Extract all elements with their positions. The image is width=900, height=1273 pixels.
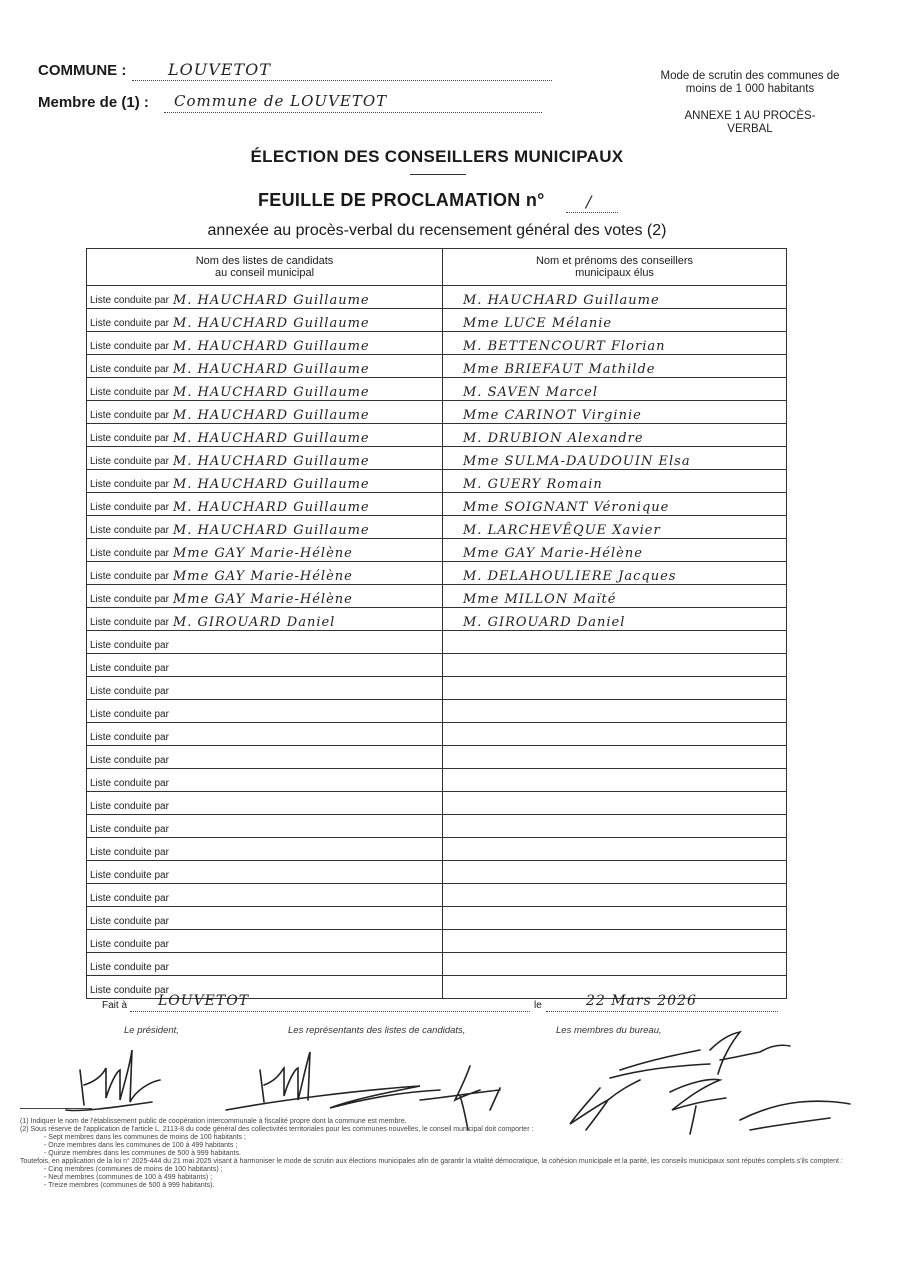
commune-value: LOUVETOT bbox=[168, 60, 271, 79]
row-prefix-label: Liste conduite par bbox=[90, 824, 169, 835]
table-row bbox=[87, 700, 787, 723]
table-row bbox=[87, 884, 787, 907]
row-prefix-label: Liste conduite par bbox=[90, 870, 169, 881]
col-header-elus: Nom et prénoms des conseillers municipaux élus bbox=[443, 249, 787, 286]
elected-member-name bbox=[443, 654, 786, 676]
elected-member-cell[interactable] bbox=[443, 723, 787, 746]
list-leader-cell[interactable] bbox=[87, 861, 443, 884]
footnote-line: - Sept membres dans les communes de moins de 100 habitants ; bbox=[44, 1134, 246, 1141]
list-leader-cell[interactable] bbox=[87, 723, 443, 746]
table-row bbox=[87, 470, 787, 493]
row-prefix-label: Liste conduite par bbox=[90, 916, 169, 927]
table-row bbox=[87, 769, 787, 792]
list-leader-cell[interactable] bbox=[87, 792, 443, 815]
elected-member-cell[interactable] bbox=[443, 907, 787, 930]
row-prefix-label: Liste conduite par bbox=[90, 663, 169, 674]
table-row bbox=[87, 562, 787, 585]
table-row bbox=[87, 309, 787, 332]
row-prefix-label: Liste conduite par bbox=[90, 801, 169, 812]
row-prefix-label: Liste conduite par bbox=[90, 594, 169, 605]
list-leader-cell[interactable] bbox=[87, 378, 443, 401]
elected-member-name: M. DELAHOULIERE Jacques bbox=[463, 569, 677, 584]
elected-member-name: Mme SOIGNANT Véronique bbox=[463, 500, 670, 515]
elected-member-cell[interactable] bbox=[443, 884, 787, 907]
row-prefix-label: Liste conduite par bbox=[90, 617, 169, 628]
row-prefix-label: Liste conduite par bbox=[90, 709, 169, 720]
list-leader-cell[interactable] bbox=[87, 355, 443, 378]
list-leader-cell[interactable] bbox=[87, 309, 443, 332]
list-leader-name: M. HAUCHARD Guillaume bbox=[172, 385, 370, 400]
membre-label: Membre de (1) : bbox=[38, 94, 149, 111]
row-prefix-label: Liste conduite par bbox=[90, 640, 169, 651]
list-leader-cell[interactable] bbox=[87, 700, 443, 723]
table-row bbox=[87, 838, 787, 861]
le-label: le bbox=[534, 1000, 542, 1011]
list-leader-cell[interactable] bbox=[87, 539, 443, 562]
list-leader-cell[interactable] bbox=[87, 976, 443, 999]
list-leader-name: M. HAUCHARD Guillaume bbox=[172, 339, 370, 354]
row-prefix-label: Liste conduite par bbox=[90, 939, 169, 950]
list-leader-cell[interactable] bbox=[87, 286, 443, 309]
row-prefix-label: Liste conduite par bbox=[90, 571, 169, 582]
elected-member-name bbox=[443, 723, 786, 745]
list-leader-name: M. HAUCHARD Guillaume bbox=[172, 523, 370, 538]
list-leader-cell[interactable] bbox=[87, 516, 443, 539]
table-row bbox=[87, 516, 787, 539]
elected-member-name bbox=[443, 677, 786, 699]
elected-member-cell[interactable] bbox=[443, 815, 787, 838]
feuille-number: / bbox=[586, 192, 593, 211]
footnote-rule bbox=[20, 1108, 92, 1109]
row-prefix-label: Liste conduite par bbox=[90, 778, 169, 789]
fait-field[interactable] bbox=[130, 993, 530, 1012]
elected-member-cell[interactable] bbox=[443, 746, 787, 769]
elected-member-cell[interactable] bbox=[443, 493, 787, 516]
mode-scrutin-note: Mode de scrutin des communes de moins de 1 000 habitants bbox=[660, 70, 840, 95]
title-rule bbox=[410, 174, 466, 175]
elected-member-cell[interactable] bbox=[443, 631, 787, 654]
list-leader-cell[interactable] bbox=[87, 447, 443, 470]
membre-field[interactable] bbox=[164, 92, 542, 113]
row-prefix-label: Liste conduite par bbox=[90, 341, 169, 352]
row-prefix-label: Liste conduite par bbox=[90, 732, 169, 743]
list-leader-name: M. HAUCHARD Guillaume bbox=[172, 293, 370, 308]
list-leader-cell[interactable] bbox=[87, 907, 443, 930]
elected-member-cell[interactable] bbox=[443, 792, 787, 815]
table-row bbox=[87, 332, 787, 355]
list-leader-cell[interactable] bbox=[87, 815, 443, 838]
table-row bbox=[87, 493, 787, 516]
membre-value: Commune de LOUVETOT bbox=[174, 92, 388, 110]
table-row bbox=[87, 401, 787, 424]
elected-member-name bbox=[443, 930, 786, 952]
table-row bbox=[87, 608, 787, 631]
list-leader-name: M. HAUCHARD Guillaume bbox=[172, 454, 370, 469]
col-header-listes: Nom des listes de candidats au conseil municipal bbox=[87, 249, 443, 286]
list-leader-name: M. HAUCHARD Guillaume bbox=[172, 477, 370, 492]
elected-member-name: M. LARCHEVÊQUE Xavier bbox=[463, 523, 661, 538]
list-leader-cell[interactable] bbox=[87, 838, 443, 861]
footnote-line: - Treize membres (communes de 500 à 999 habitants). bbox=[44, 1182, 215, 1189]
row-prefix-label: Liste conduite par bbox=[90, 295, 169, 306]
row-prefix-label: Liste conduite par bbox=[90, 548, 169, 559]
row-prefix-label: Liste conduite par bbox=[90, 433, 169, 444]
table-row bbox=[87, 355, 787, 378]
table-row bbox=[87, 930, 787, 953]
list-leader-cell[interactable] bbox=[87, 562, 443, 585]
table-row bbox=[87, 286, 787, 309]
list-leader-cell[interactable] bbox=[87, 631, 443, 654]
row-prefix-label: Liste conduite par bbox=[90, 525, 169, 536]
fait-label: Fait à bbox=[102, 1000, 128, 1011]
elected-member-name bbox=[443, 792, 786, 814]
footnote-line: Toutefois, en application de la loi n° 2025-444 du 21 mai 2025 visant à harmoniser le mode de scrutin aux élections municipales afin de garantir la vitalité démocratique, la cohésion municipale et la parité, les conseils municipaux sont réputés complets s'ils comptent : bbox=[20, 1158, 843, 1165]
elected-member-cell[interactable] bbox=[443, 861, 787, 884]
row-prefix-label: Liste conduite par bbox=[90, 502, 169, 513]
elected-member-cell[interactable] bbox=[443, 378, 787, 401]
elected-member-cell[interactable] bbox=[443, 769, 787, 792]
footnote-line: - Cinq membres (communes de moins de 100 habitants) ; bbox=[44, 1166, 223, 1173]
signature-president bbox=[66, 1050, 160, 1111]
table-row bbox=[87, 378, 787, 401]
feuille-title: FEUILLE DE PROCLAMATION n° bbox=[258, 190, 545, 210]
commune-label: COMMUNE : bbox=[38, 62, 127, 79]
row-prefix-label: Liste conduite par bbox=[90, 456, 169, 467]
elected-member-name: Mme CARINOT Virginie bbox=[463, 408, 642, 423]
row-prefix-label: Liste conduite par bbox=[90, 985, 169, 996]
list-leader-name: M. HAUCHARD Guillaume bbox=[172, 362, 370, 377]
table-header-row bbox=[87, 249, 787, 286]
list-leader-cell[interactable] bbox=[87, 608, 443, 631]
footnote-line: - Quinze membres dans les communes de 500 à 999 habitants. bbox=[44, 1150, 241, 1157]
list-leader-name: Mme GAY Marie-Hélène bbox=[172, 592, 353, 607]
table-row bbox=[87, 907, 787, 930]
annexe-label: ANNEXE 1 AU PROCÈS-VERBAL bbox=[684, 110, 816, 135]
footnotes bbox=[20, 1118, 860, 1190]
list-leader-cell[interactable] bbox=[87, 677, 443, 700]
elected-member-name: M. BETTENCOURT Florian bbox=[463, 339, 666, 354]
elected-member-cell[interactable] bbox=[443, 401, 787, 424]
feuille-number-field[interactable] bbox=[566, 192, 618, 213]
table-row bbox=[87, 424, 787, 447]
proclamation-table bbox=[86, 248, 787, 999]
footnote-line: - Onze membres dans les communes de 100 à 499 habitants ; bbox=[44, 1142, 238, 1149]
elected-member-cell[interactable] bbox=[443, 838, 787, 861]
elected-member-cell[interactable] bbox=[443, 585, 787, 608]
table-row bbox=[87, 677, 787, 700]
table-row bbox=[87, 815, 787, 838]
list-leader-name: M. HAUCHARD Guillaume bbox=[172, 408, 370, 423]
elected-member-name bbox=[443, 815, 786, 837]
list-leader-name: Mme GAY Marie-Hélène bbox=[172, 569, 353, 584]
elected-member-name bbox=[443, 838, 786, 860]
elected-member-name: Mme GAY Marie-Hélène bbox=[463, 546, 643, 561]
footnote-line: (2) Sous réserve de l'application de l'article L. 2113-8 du code général des collectivités territoriales pour les communes nouvelles, le conseil municipal doit comporter : bbox=[20, 1126, 534, 1133]
table-row bbox=[87, 746, 787, 769]
table-row bbox=[87, 953, 787, 976]
list-leader-cell[interactable] bbox=[87, 424, 443, 447]
list-leader-cell[interactable] bbox=[87, 769, 443, 792]
list-leader-cell[interactable] bbox=[87, 585, 443, 608]
list-leader-cell[interactable] bbox=[87, 654, 443, 677]
elected-member-name: Mme BRIEFAUT Mathilde bbox=[463, 362, 656, 377]
table-row bbox=[87, 447, 787, 470]
list-leader-cell[interactable] bbox=[87, 332, 443, 355]
date-value: 22 Mars 2026 bbox=[586, 993, 697, 1009]
elected-member-name bbox=[443, 907, 786, 929]
elected-member-cell[interactable] bbox=[443, 424, 787, 447]
elected-member-cell[interactable] bbox=[443, 562, 787, 585]
elected-member-name bbox=[443, 631, 786, 653]
elected-member-name bbox=[443, 700, 786, 722]
elected-member-name: M. GIROUARD Daniel bbox=[463, 615, 626, 630]
list-leader-cell[interactable] bbox=[87, 884, 443, 907]
elected-member-name: Mme MILLON Maïté bbox=[463, 592, 617, 607]
list-leader-cell[interactable] bbox=[87, 746, 443, 769]
elected-member-cell[interactable] bbox=[443, 355, 787, 378]
elected-member-cell[interactable] bbox=[443, 700, 787, 723]
elected-member-cell[interactable] bbox=[443, 608, 787, 631]
elected-member-cell[interactable] bbox=[443, 930, 787, 953]
table-row bbox=[87, 861, 787, 884]
list-leader-cell[interactable] bbox=[87, 953, 443, 976]
row-prefix-label: Liste conduite par bbox=[90, 847, 169, 858]
elected-member-cell[interactable] bbox=[443, 516, 787, 539]
list-leader-cell[interactable] bbox=[87, 401, 443, 424]
elected-member-cell[interactable] bbox=[443, 677, 787, 700]
row-prefix-label: Liste conduite par bbox=[90, 318, 169, 329]
row-prefix-label: Liste conduite par bbox=[90, 364, 169, 375]
election-title: ÉLECTION DES CONSEILLERS MUNICIPAUX bbox=[250, 147, 624, 166]
table-row bbox=[87, 539, 787, 562]
footnote-line: - Neuf membres (communes de 100 à 499 habitants) ; bbox=[44, 1174, 213, 1181]
elected-member-name: Mme LUCE Mélanie bbox=[463, 316, 613, 331]
table-row bbox=[87, 792, 787, 815]
elected-member-name: M. HAUCHARD Guillaume bbox=[463, 293, 660, 308]
table-row bbox=[87, 723, 787, 746]
table-row bbox=[87, 631, 787, 654]
elected-member-cell[interactable] bbox=[443, 309, 787, 332]
elected-member-name bbox=[443, 769, 786, 791]
elected-member-name bbox=[443, 884, 786, 906]
row-prefix-label: Liste conduite par bbox=[90, 755, 169, 766]
row-prefix-label: Liste conduite par bbox=[90, 893, 169, 904]
elected-member-name bbox=[443, 953, 786, 975]
representants-label: Les représentants des listes de candidats, bbox=[288, 1025, 466, 1036]
elected-member-cell[interactable] bbox=[443, 286, 787, 309]
row-prefix-label: Liste conduite par bbox=[90, 479, 169, 490]
elected-member-name: Mme SULMA-DAUDOUIN Elsa bbox=[463, 454, 691, 469]
membres-label: Les membres du bureau, bbox=[556, 1025, 662, 1036]
signature-representant-1 bbox=[226, 1052, 440, 1110]
commune-field[interactable] bbox=[132, 60, 552, 81]
list-leader-name: M. GIROUARD Daniel bbox=[172, 615, 336, 630]
row-prefix-label: Liste conduite par bbox=[90, 962, 169, 973]
date-field[interactable] bbox=[546, 993, 778, 1012]
table-row bbox=[87, 585, 787, 608]
row-prefix-label: Liste conduite par bbox=[90, 410, 169, 421]
list-leader-name: M. HAUCHARD Guillaume bbox=[172, 500, 370, 515]
elected-member-cell[interactable] bbox=[443, 539, 787, 562]
signature-membre-3 bbox=[710, 1032, 790, 1074]
elected-member-cell[interactable] bbox=[443, 654, 787, 677]
list-leader-cell[interactable] bbox=[87, 493, 443, 516]
list-leader-cell[interactable] bbox=[87, 930, 443, 953]
annexee-subtitle: annexée au procès-verbal du recensement général des votes (2) bbox=[207, 222, 667, 239]
elected-member-cell[interactable] bbox=[443, 470, 787, 493]
elected-member-cell[interactable] bbox=[443, 953, 787, 976]
elected-member-name: M. SAVEN Marcel bbox=[463, 385, 599, 400]
elected-member-name: M. DRUBION Alexandre bbox=[463, 431, 644, 446]
list-leader-name: Mme GAY Marie-Hélène bbox=[172, 546, 353, 561]
elected-member-name bbox=[443, 861, 786, 883]
list-leader-cell[interactable] bbox=[87, 470, 443, 493]
footnote-line: (1) Indiquer le nom de l'établissement public de coopération intercommunale à fiscalité propre dont la commune est membre. bbox=[20, 1118, 407, 1125]
list-leader-name: M. HAUCHARD Guillaume bbox=[172, 431, 370, 446]
row-prefix-label: Liste conduite par bbox=[90, 387, 169, 398]
fait-value: LOUVETOT bbox=[158, 993, 250, 1009]
president-label: Le président, bbox=[124, 1025, 179, 1036]
row-prefix-label: Liste conduite par bbox=[90, 686, 169, 697]
elected-member-cell[interactable] bbox=[443, 332, 787, 355]
elected-member-cell[interactable] bbox=[443, 447, 787, 470]
table-row bbox=[87, 654, 787, 677]
elected-member-name bbox=[443, 746, 786, 768]
list-leader-name: M. HAUCHARD Guillaume bbox=[172, 316, 370, 331]
elected-member-name: M. GUERY Romain bbox=[463, 477, 603, 492]
